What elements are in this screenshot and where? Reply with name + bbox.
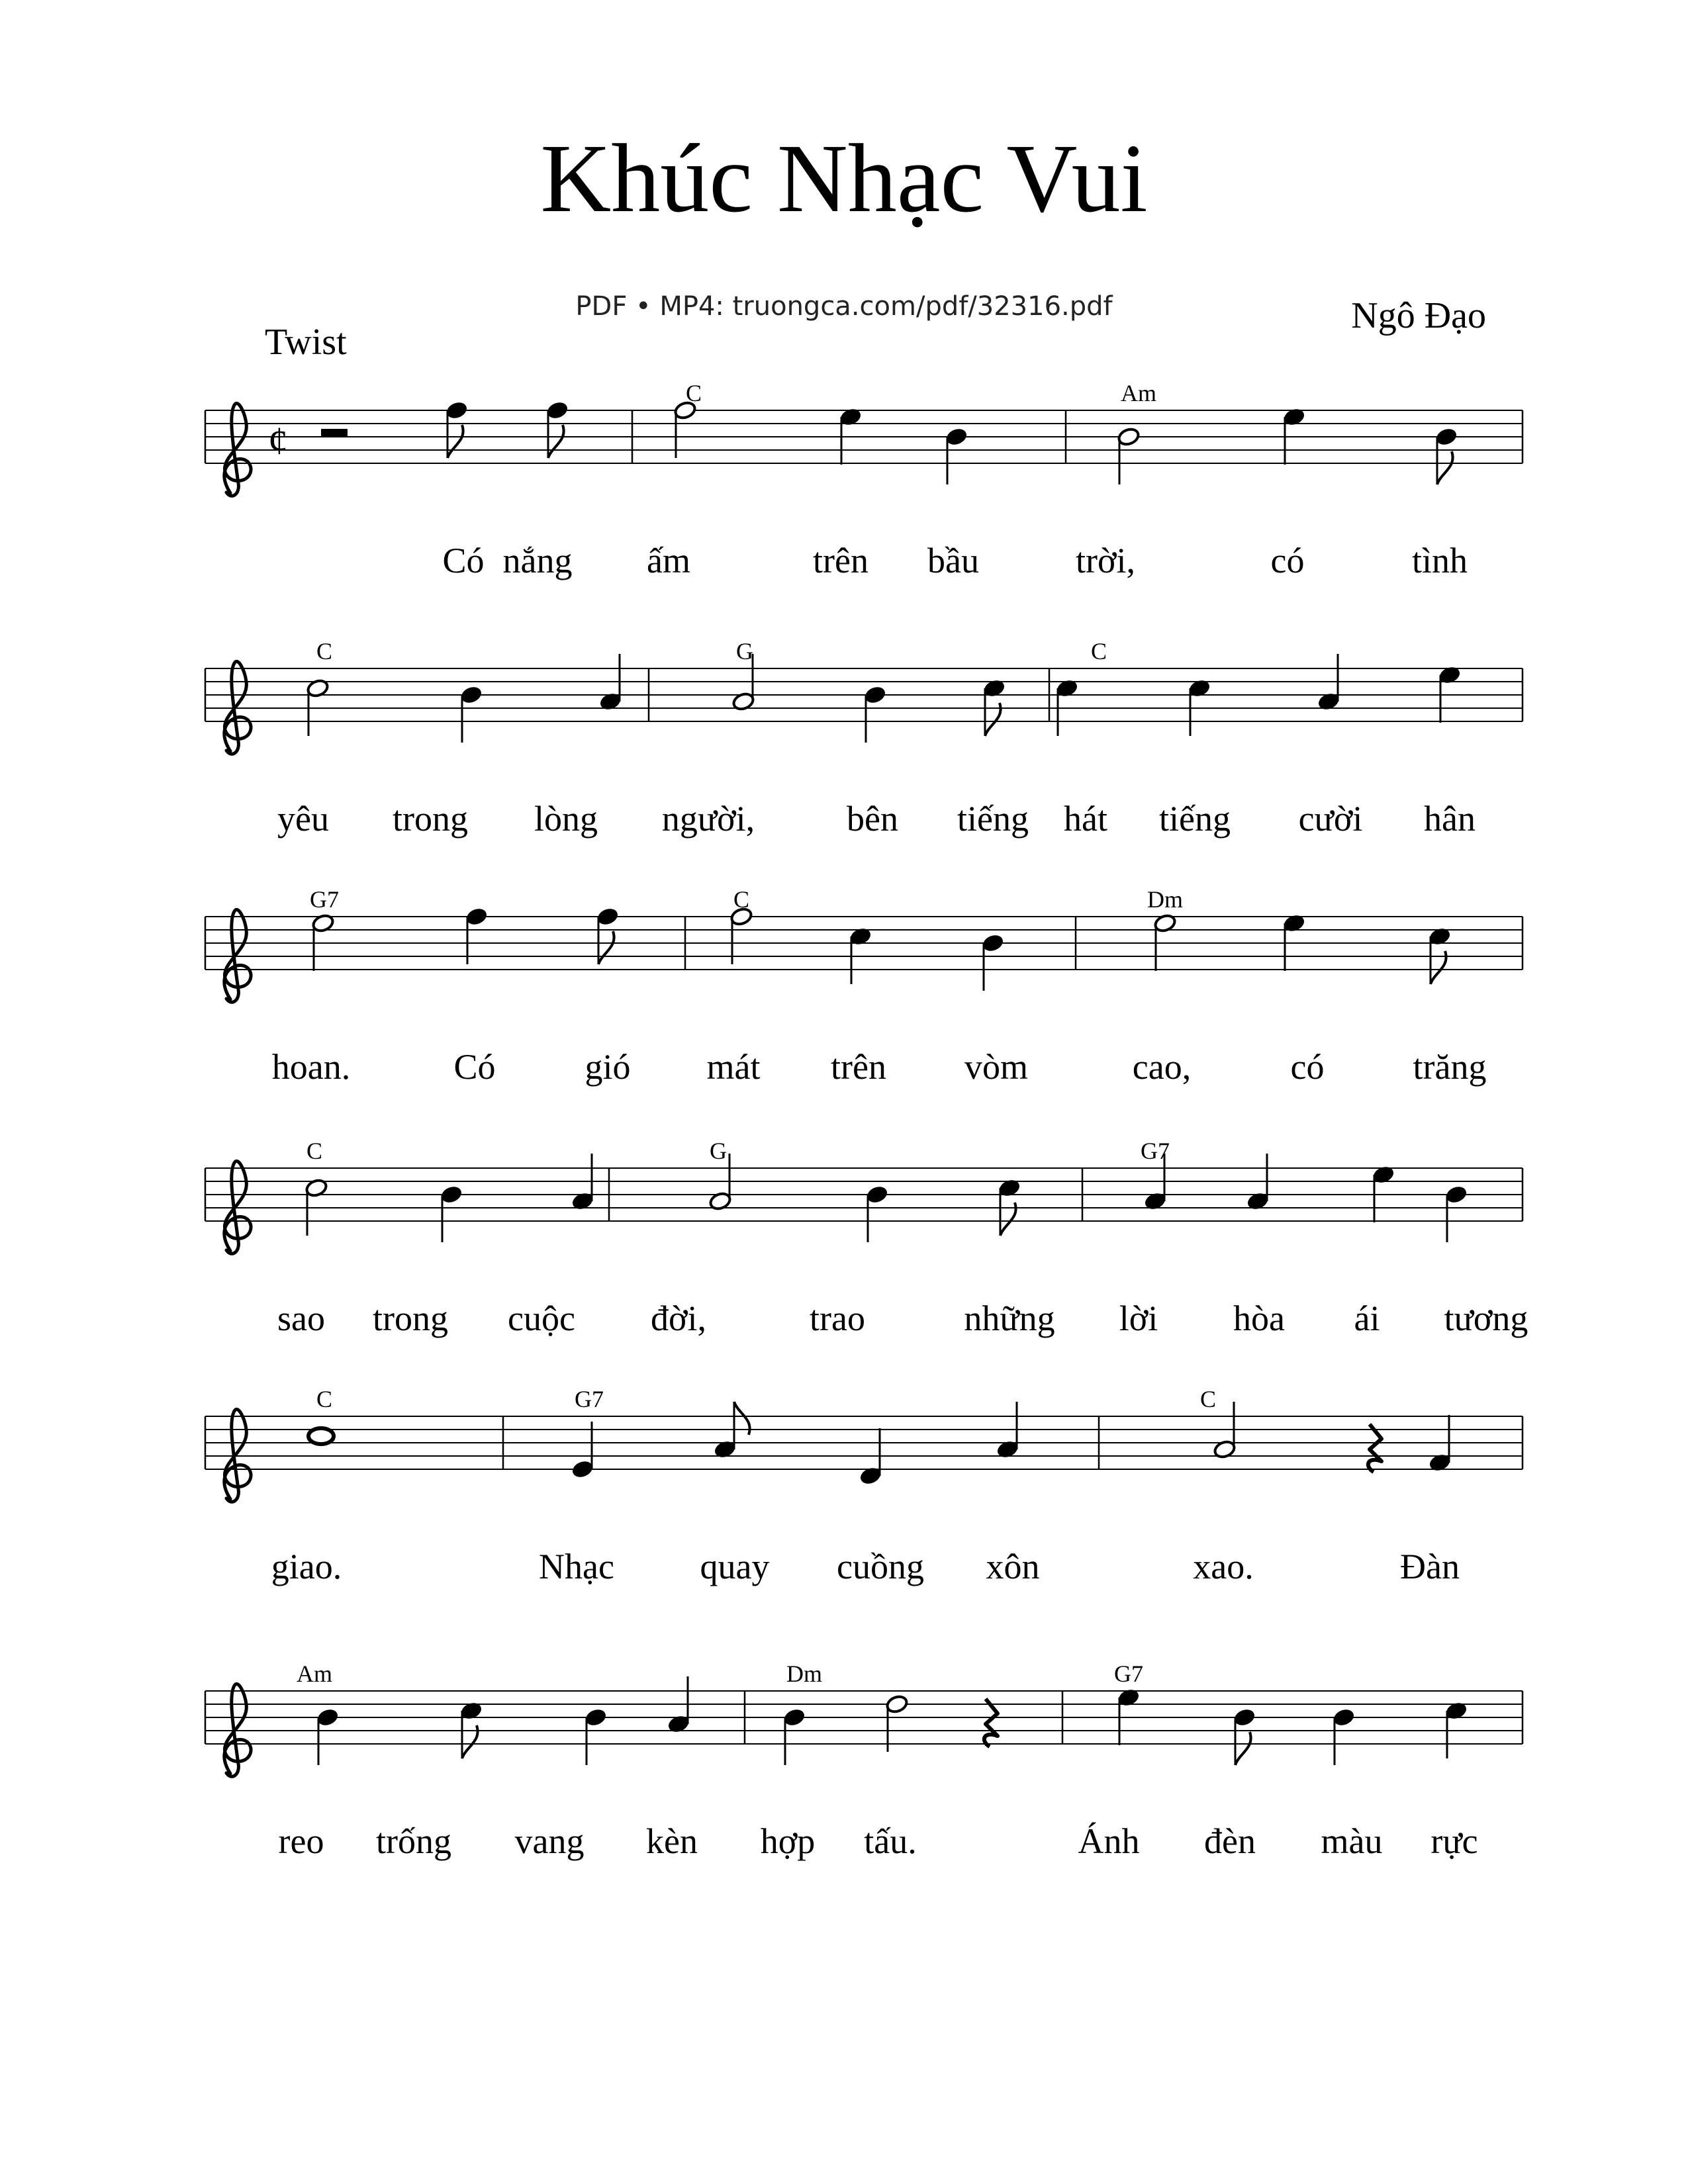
note xyxy=(459,1701,483,1758)
note-head xyxy=(440,1185,463,1205)
note xyxy=(1428,927,1452,984)
note-flag xyxy=(548,425,564,458)
chord-symbol: C xyxy=(1199,1386,1217,1412)
note xyxy=(305,1178,328,1236)
note-head xyxy=(782,1707,806,1728)
note-head xyxy=(1117,427,1141,447)
note xyxy=(1282,913,1306,971)
chord-symbol: Am xyxy=(297,1661,332,1687)
note-head xyxy=(1332,1707,1356,1728)
chord-symbol: C xyxy=(306,1138,323,1164)
note-head xyxy=(308,1428,334,1444)
note-head xyxy=(885,1694,909,1715)
lyric-syllable: người, xyxy=(661,799,755,839)
chord-symbol: C xyxy=(733,886,750,913)
staff-system xyxy=(205,380,1523,580)
quarter-rest xyxy=(1368,1424,1382,1472)
lyric-syllable: Ánh xyxy=(1078,1821,1140,1861)
tempo-marking: Twist xyxy=(265,322,347,363)
note xyxy=(1438,665,1462,723)
note xyxy=(571,1154,594,1211)
lyric-syllable: màu xyxy=(1321,1821,1383,1861)
note xyxy=(1117,427,1141,484)
lyric-syllable: trời, xyxy=(1075,541,1136,580)
lyric-syllable: hòa xyxy=(1233,1298,1285,1338)
chord-symbol: Am xyxy=(1121,380,1156,406)
note xyxy=(1434,427,1458,484)
note xyxy=(1372,1165,1395,1222)
lyric-syllable: giao. xyxy=(271,1547,342,1586)
note xyxy=(596,907,620,964)
lyric-syllable: trao xyxy=(810,1298,865,1338)
note xyxy=(1233,1707,1256,1765)
lyric-syllable: tiếng xyxy=(957,799,1029,839)
note-flag xyxy=(1235,1732,1251,1765)
lyric-syllable: lòng xyxy=(534,799,598,839)
note xyxy=(982,678,1006,736)
lyric-syllable: Đàn xyxy=(1400,1547,1460,1586)
lyric-syllable: bầu xyxy=(927,541,979,580)
lyric-syllable: tấu. xyxy=(864,1821,917,1861)
lyric-syllable: đời, xyxy=(650,1298,707,1338)
staff-system xyxy=(205,886,1523,1087)
chord-symbol: C xyxy=(316,1386,333,1412)
note xyxy=(865,1185,889,1242)
note-head xyxy=(981,933,1005,954)
source-line: PDF • MP4: truongca.com/pdf/32316.pdf xyxy=(575,291,1113,322)
composer-name: Ngô Đạo xyxy=(1351,295,1486,336)
note xyxy=(1153,913,1177,971)
note xyxy=(1213,1402,1237,1459)
note xyxy=(311,913,335,971)
note-flag xyxy=(447,425,463,458)
note-head xyxy=(571,1459,594,1480)
note-head xyxy=(1434,427,1458,447)
lyric-syllable: vang xyxy=(514,1821,585,1861)
lyric-syllable: những xyxy=(964,1298,1055,1338)
note xyxy=(316,1707,340,1765)
note-head xyxy=(863,685,887,705)
note xyxy=(782,1707,806,1765)
lyric-syllable: sao xyxy=(277,1298,325,1338)
lyric-syllable: rực xyxy=(1430,1821,1478,1861)
lyric-syllable: có xyxy=(1290,1047,1325,1087)
lyric-syllable: vòm xyxy=(964,1047,1029,1087)
note-flag xyxy=(598,931,614,964)
note xyxy=(1332,1707,1356,1765)
note xyxy=(673,400,697,458)
note-head xyxy=(459,685,483,705)
lyric-syllable: cười xyxy=(1298,799,1363,839)
note xyxy=(1444,1185,1468,1242)
lyric-syllable: trên xyxy=(831,1047,886,1087)
lyric-syllable: tiếng xyxy=(1159,799,1231,839)
note xyxy=(1188,678,1211,736)
chord-symbol: G xyxy=(736,638,753,664)
lyric-syllable: tình xyxy=(1411,541,1468,580)
lyric-syllable: hân xyxy=(1424,799,1476,839)
note xyxy=(440,1185,463,1242)
staff-system xyxy=(205,638,1523,839)
lyric-syllable: cuồng xyxy=(837,1547,924,1586)
lyric-syllable: gió xyxy=(585,1047,631,1087)
lyric-syllable: có xyxy=(1270,541,1305,580)
note xyxy=(1282,407,1306,465)
lyric-syllable: ái xyxy=(1354,1298,1380,1338)
lyric-syllable: trên xyxy=(813,541,868,580)
lyric-syllable: mát xyxy=(706,1047,761,1087)
chord-symbol: G xyxy=(710,1138,727,1164)
lyric-syllable: trăng xyxy=(1413,1047,1487,1087)
lyric-syllable: đèn xyxy=(1204,1821,1256,1861)
chord-symbol: G7 xyxy=(1141,1138,1170,1164)
note xyxy=(729,907,753,964)
lyric-syllable: Nhạc xyxy=(539,1547,614,1586)
lyric-syllable: bên xyxy=(847,799,898,839)
lyric-syllable: tương xyxy=(1444,1298,1528,1338)
note xyxy=(571,1422,594,1479)
note xyxy=(996,1402,1019,1459)
note xyxy=(459,685,483,743)
lyric-syllable: trống xyxy=(376,1821,451,1861)
song-title: Khúc Nhạc Vui xyxy=(540,124,1148,233)
lyric-syllable: kèn xyxy=(646,1821,698,1861)
quarter-rest xyxy=(984,1699,998,1747)
note-flag xyxy=(1437,451,1453,484)
note xyxy=(863,685,887,743)
note xyxy=(849,927,872,984)
note-head xyxy=(316,1707,340,1728)
lyric-syllable: hợp xyxy=(760,1821,816,1861)
note-head xyxy=(545,400,569,421)
note-head xyxy=(1444,1185,1468,1205)
chord-symbol: Dm xyxy=(1147,886,1183,913)
lyric-syllable: nắng xyxy=(502,541,573,580)
note xyxy=(667,1676,690,1734)
note xyxy=(885,1694,909,1752)
lyric-syllable: hoan. xyxy=(271,1047,351,1087)
note xyxy=(465,907,489,964)
lyric-syllable: cuộc xyxy=(508,1298,575,1338)
note-head xyxy=(1233,1707,1256,1728)
note xyxy=(945,427,968,484)
note-head xyxy=(465,907,489,927)
staff-system xyxy=(205,1386,1523,1586)
chord-symbol: C xyxy=(1090,638,1107,664)
note xyxy=(545,400,569,458)
chord-symbol: C xyxy=(685,380,702,406)
lyric-syllable: reo xyxy=(278,1821,324,1861)
lyric-syllable: hát xyxy=(1064,799,1107,839)
chord-symbol: G7 xyxy=(575,1386,604,1412)
lyric-syllable: yêu xyxy=(277,799,329,839)
chord-symbol: Dm xyxy=(786,1661,822,1687)
note-head xyxy=(584,1707,608,1728)
note-head xyxy=(945,427,968,447)
note xyxy=(859,1428,882,1486)
half-rest xyxy=(321,429,348,437)
staff-system xyxy=(205,1138,1528,1338)
note xyxy=(598,654,622,711)
note xyxy=(839,407,863,465)
note xyxy=(445,400,469,458)
chord-symbol: G7 xyxy=(310,886,339,913)
note xyxy=(308,1428,334,1444)
lyric-syllable: cao, xyxy=(1132,1047,1192,1087)
note xyxy=(1428,1415,1452,1473)
staff-system xyxy=(205,1661,1523,1861)
lyric-syllable: Có xyxy=(453,1047,496,1087)
note xyxy=(1317,654,1340,711)
note xyxy=(1055,678,1079,736)
lyric-syllable: lời xyxy=(1119,1298,1158,1338)
note xyxy=(1444,1701,1468,1758)
lyric-syllable: xôn xyxy=(986,1547,1040,1586)
note xyxy=(1246,1154,1270,1211)
note xyxy=(998,1178,1021,1236)
note xyxy=(306,678,330,736)
lyric-syllable: quay xyxy=(700,1547,770,1586)
chord-symbol: G7 xyxy=(1114,1661,1143,1687)
lyric-syllable: xao. xyxy=(1193,1547,1254,1586)
lyric-syllable: trong xyxy=(373,1298,448,1338)
note-head xyxy=(596,907,620,927)
note xyxy=(584,1707,608,1765)
note xyxy=(1117,1688,1141,1745)
note xyxy=(713,1402,749,1459)
note-head xyxy=(865,1185,889,1205)
lyric-syllable: Có xyxy=(442,541,485,580)
lyric-syllable: ấm xyxy=(647,541,690,580)
note-head xyxy=(445,400,469,421)
time-signature: ¢ xyxy=(268,419,288,463)
note xyxy=(981,933,1005,991)
lyric-syllable: trong xyxy=(393,799,468,839)
chord-symbol: C xyxy=(316,638,333,664)
